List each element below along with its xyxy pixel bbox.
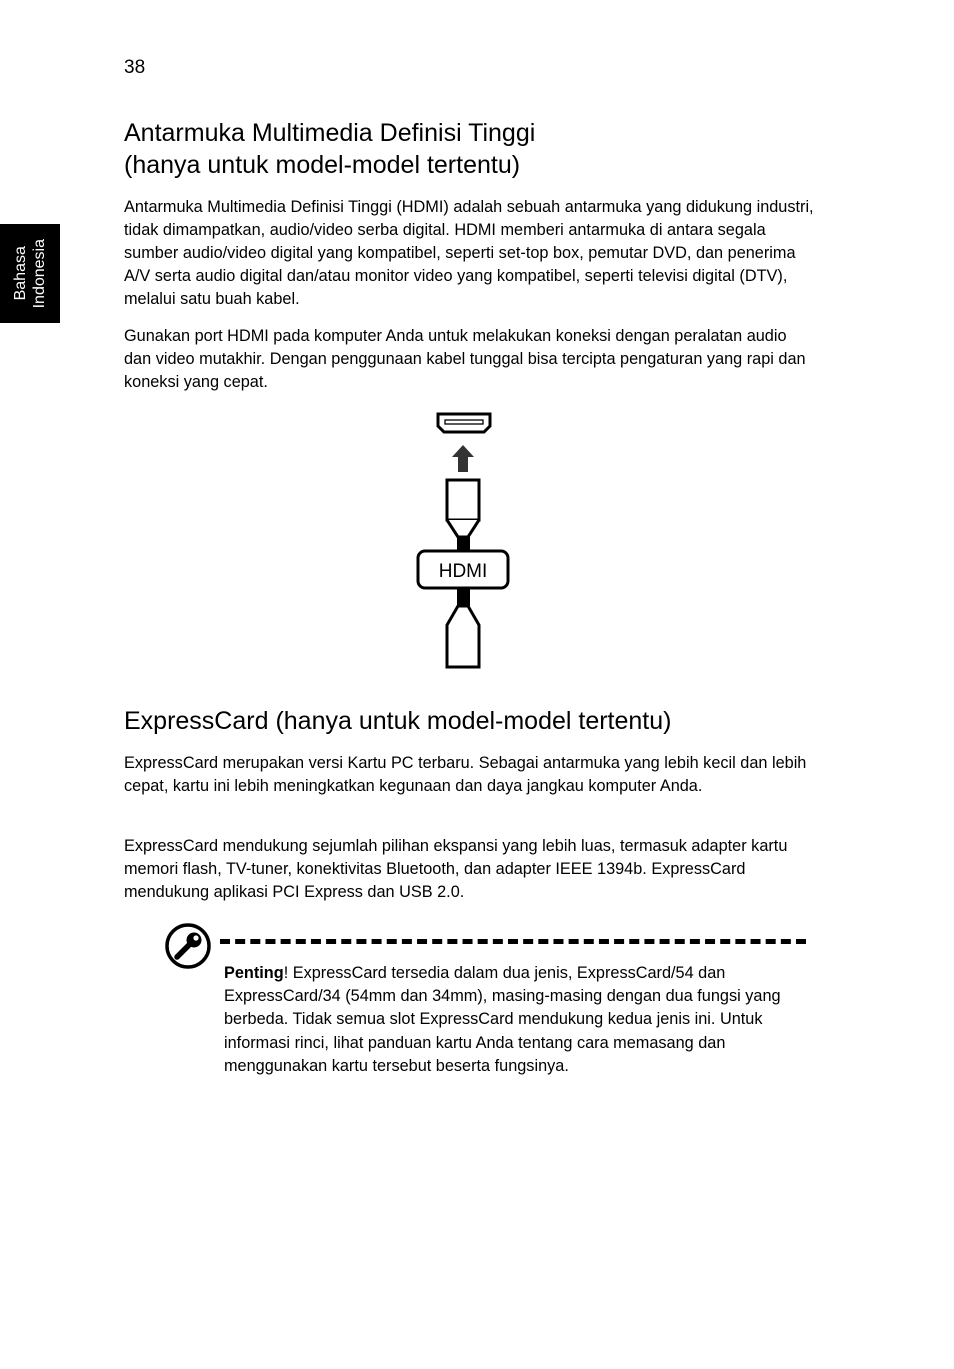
hdmi-cable-lower-plug — [447, 588, 479, 667]
language-tab-line2: Indonesia — [31, 238, 48, 309]
language-tab-label — [11, 239, 49, 308]
up-arrow-icon — [452, 445, 474, 472]
section-title-hdmi-line2: (hanya untuk model-model tertentu) — [124, 151, 521, 179]
note-dashed-separator — [220, 939, 806, 944]
section-title-expresscard: ExpressCard (hanya untuk model-model tertentu) — [124, 707, 672, 735]
hdmi-cable-label-box — [418, 551, 508, 588]
page-number: 38 — [124, 57, 146, 78]
important-note-label: Penting — [224, 964, 284, 982]
hdmi-port-icon — [438, 414, 490, 432]
important-note — [224, 962, 799, 1078]
hdmi-paragraph-1: Antarmuka Multimedia Definisi Tinggi (HDMI) adalah sebuah antarmuka yang didukung industri, tidak dimampatkan, audio/video serba digital. HDMI memberi antarmuka di antara segala sumber audio/video digital yang kompatibel, seperti set-top box, pemutar DVD, dan penerima A/V serta audio digital dan/atau monitor video yang kompatibel, seperti televisi digital (DTV), melalui satu buah kabel. — [124, 198, 814, 308]
section-title-hdmi-line1: Antarmuka Multimedia Definisi Tinggi — [124, 119, 536, 147]
hdmi-cable-upper-plug — [447, 480, 479, 551]
hdmi-cable-label: HDMI — [438, 561, 488, 582]
expresscard-paragraph-2: ExpressCard mendukung sejumlah pilihan ekspansi yang lebih luas, termasuk adapter kartu memori flash, TV-tuner, konektivitas Bluetooth, dan adapter IEEE 1394b. ExpressCard mendukung aplikasi PCI Express dan USB 2.0. — [124, 837, 788, 901]
hdmi-connection-illustration — [412, 410, 516, 674]
expresscard-paragraph-1: ExpressCard merupakan versi Kartu PC terbaru. Sebagai antarmuka yang lebih kecil dan lebih cepat, kartu ini lebih meningkatkan kegunaan dan daya jangkau komputer Anda. — [124, 754, 807, 795]
language-tab-line1: Bahasa — [12, 246, 29, 301]
hdmi-paragraph-2: Gunakan port HDMI pada komputer Anda untuk melakukan koneksi dengan peralatan audio dan video mutakhir. Dengan penggunaan kabel tunggal bisa tercipta pengaturan yang rapi dan koneksi yang cepat. — [124, 327, 806, 391]
section-title-hdmi — [124, 117, 535, 181]
important-note-text: ! ExpressCard tersedia dalam dua jenis, ExpressCard/54 dan ExpressCard/34 (54mm dan 34mm), masing-masing dengan dua fungsi yang berbeda. Tidak semua slot ExpressCard mendukung kedua jenis ini. Untuk informasi rinci, lihat panduan kartu Anda tentang cara memasang dan menggunakan kartu tersebut beserta fungsinya. — [224, 964, 781, 1075]
important-note-icon — [164, 922, 212, 970]
language-side-tab — [0, 224, 60, 323]
